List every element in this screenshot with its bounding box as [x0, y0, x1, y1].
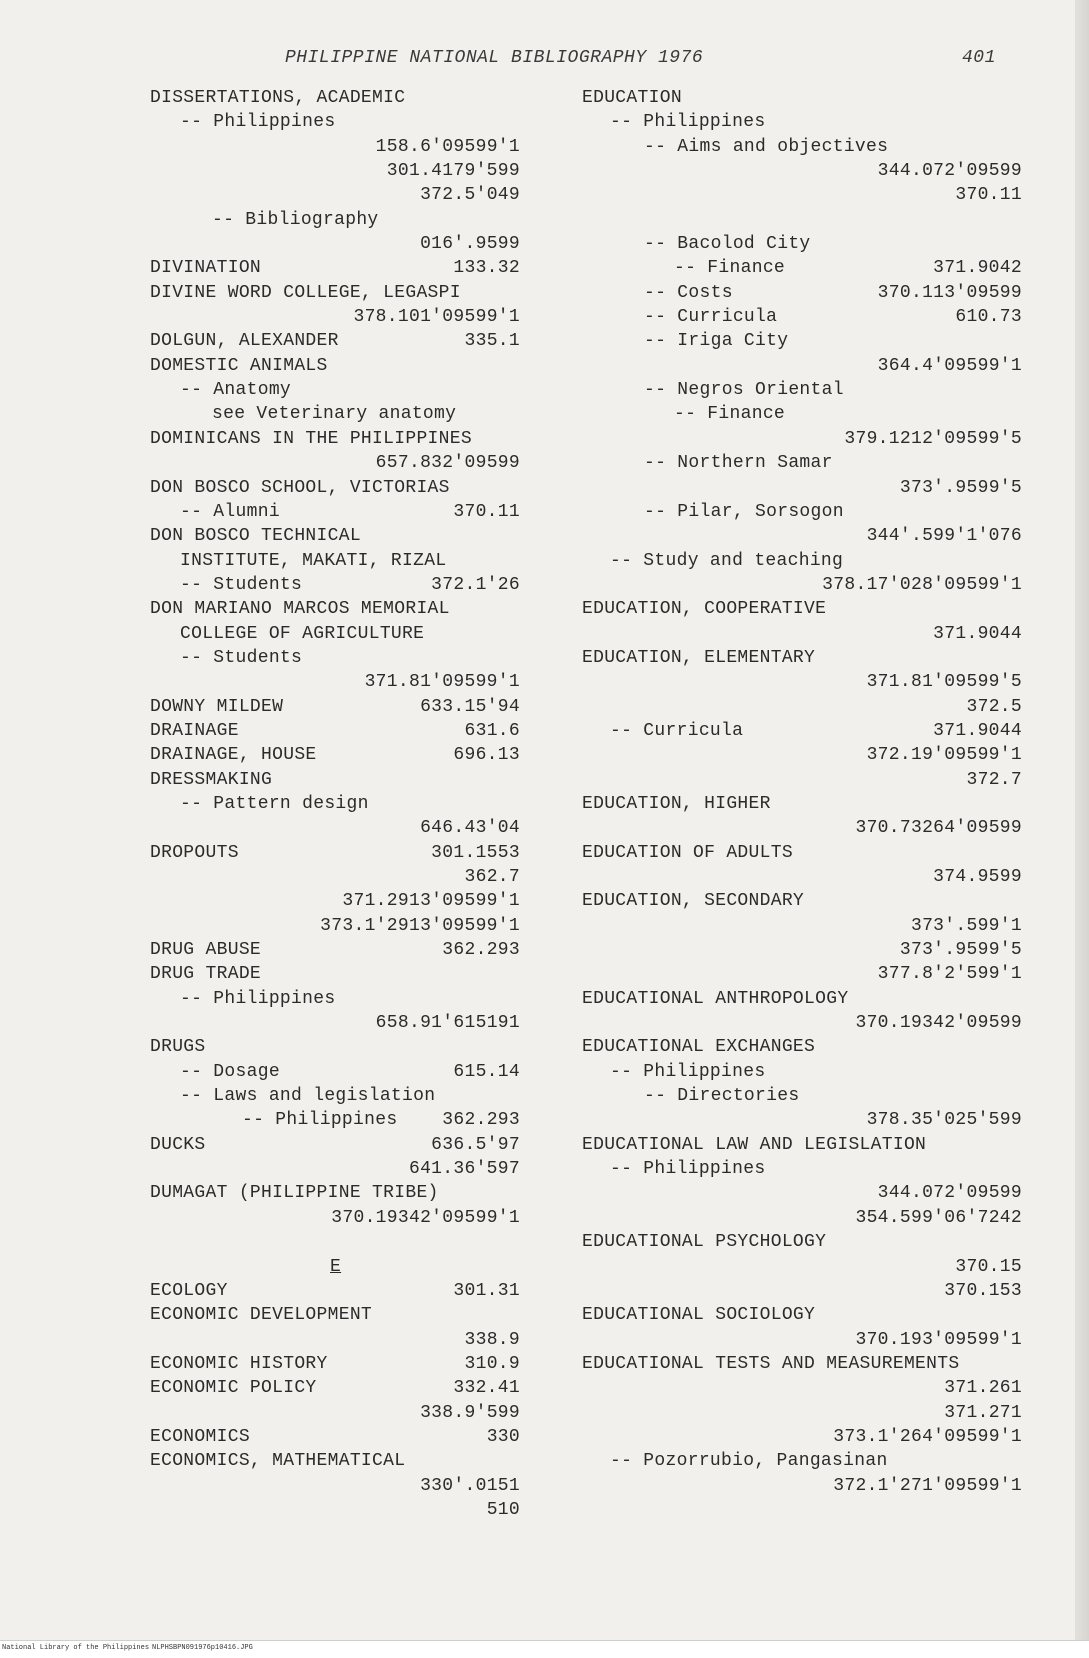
classification-number: 371.2913'09599'1: [342, 891, 520, 912]
index-entry: [150, 1110, 520, 1134]
classification-number: 636.5'97: [431, 1134, 520, 1155]
index-entry: [150, 697, 520, 721]
classification-number: 377.8'2'599'1: [877, 964, 1022, 985]
index-entry: [582, 1354, 1022, 1378]
right-index-column: [582, 88, 1022, 1500]
index-entry: [150, 88, 520, 112]
index-entry: [150, 891, 520, 915]
index-entry: [582, 526, 1022, 550]
index-entry: [150, 258, 520, 282]
index-entry: [150, 502, 520, 526]
subject-heading: EDUCATION OF ADULTS: [582, 842, 793, 863]
index-entry: [582, 964, 1022, 988]
index-entry: [582, 940, 1022, 964]
classification-number: 158.6'09599'1: [375, 136, 520, 157]
index-entry: [582, 112, 1022, 136]
classification-number: 330: [486, 1426, 520, 1447]
index-entry: [582, 794, 1022, 818]
index-entry: [150, 1037, 520, 1061]
subject-heading: -- Study and teaching: [610, 550, 844, 571]
index-entry: [582, 989, 1022, 1013]
index-entry: [582, 843, 1022, 867]
subject-heading: DON BOSCO TECHNICAL: [150, 526, 361, 547]
subject-heading: -- Philippines: [180, 112, 336, 133]
index-entry: [150, 1500, 520, 1524]
classification-number: 372.1'271'09599'1: [833, 1475, 1022, 1496]
subject-heading: EDUCATION, COOPERATIVE: [582, 599, 827, 620]
classification-number: 332.41: [453, 1378, 520, 1399]
page-number: 401: [962, 48, 996, 68]
index-entry: [582, 624, 1022, 648]
subject-heading: EDUCATION: [582, 88, 682, 108]
subject-heading: DON MARIANO MARCOS MEMORIAL: [150, 599, 450, 620]
index-entry: [582, 1451, 1022, 1475]
subject-heading: ECONOMICS, MATHEMATICAL: [150, 1451, 406, 1472]
classification-number: 371.81'09599'1: [364, 672, 520, 693]
index-entry: [582, 891, 1022, 915]
classification-number: 310.9: [464, 1353, 520, 1374]
classification-number: 370.11: [955, 185, 1022, 206]
facing-page-edge: [1075, 0, 1089, 1640]
subject-heading: DON BOSCO SCHOOL, VICTORIAS: [150, 477, 450, 498]
index-entry: [150, 307, 520, 331]
index-entry: [150, 356, 520, 380]
footer-file-name: NLPHSBPN091976p10416.JPG: [152, 1644, 253, 1652]
classification-number: 370.153: [944, 1280, 1022, 1301]
classification-number: 371.271: [944, 1402, 1022, 1423]
classification-number: 373.1'2913'09599'1: [320, 915, 520, 936]
classification-number: 641.36'597: [408, 1159, 520, 1180]
index-entry: [150, 1232, 520, 1256]
classification-number: 344.072'09599: [877, 1183, 1022, 1204]
subject-heading: -- Dosage: [180, 1061, 280, 1082]
subject-heading: EDUCATIONAL LAW AND LEGISLATION: [582, 1134, 927, 1155]
classification-number: 696.13: [453, 745, 520, 766]
subject-heading: -- Students: [180, 647, 303, 668]
index-entry: [150, 1086, 520, 1110]
subject-heading: -- Laws and legislation: [180, 1086, 436, 1107]
index-entry: [150, 624, 520, 648]
subject-heading: EDUCATION, SECONDARY: [582, 891, 805, 912]
classification-number: 372.5'049: [420, 185, 520, 206]
index-entry: [582, 745, 1022, 769]
subject-heading: -- Negros Oriental: [644, 380, 844, 401]
classification-number: 370.11: [453, 501, 520, 522]
classification-number: 371.81'09599'5: [866, 672, 1022, 693]
index-entry: [150, 210, 520, 234]
index-entry: [150, 843, 520, 867]
classification-number: 133.32: [453, 258, 520, 279]
subject-heading: -- Students: [180, 574, 303, 595]
index-entry: [582, 1427, 1022, 1451]
index-entry: [150, 1062, 520, 1086]
index-entry: [582, 818, 1022, 842]
classification-number: 372.5: [966, 696, 1022, 717]
index-entry: [150, 721, 520, 745]
subject-heading: EDUCATIONAL SOCIOLOGY: [582, 1305, 816, 1326]
subject-heading: EDUCATION, ELEMENTARY: [582, 647, 816, 668]
classification-number: 631.6: [464, 720, 520, 741]
classification-number: 301.31: [453, 1280, 520, 1301]
index-entry: [150, 1354, 520, 1378]
subject-heading: EDUCATIONAL ANTHROPOLOGY: [582, 988, 849, 1009]
index-entry: [582, 1257, 1022, 1281]
subject-heading: ECONOMICS: [150, 1426, 250, 1447]
index-entry: [150, 1281, 520, 1305]
subject-heading: DRAINAGE, HOUSE: [150, 745, 317, 766]
classification-number: 330'.0151: [420, 1475, 520, 1496]
classification-number: 371.9042: [933, 258, 1022, 279]
classification-number: 633.15'94: [420, 696, 520, 717]
index-entry: [582, 672, 1022, 696]
subject-heading: DRUG ABUSE: [150, 940, 262, 961]
subject-heading: ECOLOGY: [150, 1280, 228, 1301]
index-entry: [582, 161, 1022, 185]
index-entry: [150, 940, 520, 964]
classification-number: 301.4179'599: [386, 161, 520, 182]
subject-heading: EDUCATIONAL PSYCHOLOGY: [582, 1232, 827, 1253]
subject-heading: DIVINE WORD COLLEGE, LEGASPI: [150, 282, 461, 303]
index-entry: [582, 429, 1022, 453]
classification-number: 372.1'26: [431, 574, 520, 595]
subject-heading: DISSERTATIONS, ACADEMIC: [150, 88, 406, 108]
index-entry: [150, 1013, 520, 1037]
classification-number: 372.19'09599'1: [866, 745, 1022, 766]
index-entry: [582, 1305, 1022, 1329]
subject-heading: DRUG TRADE: [150, 964, 262, 985]
subject-heading: EDUCATION, HIGHER: [582, 793, 771, 814]
classification-number: 657.832'09599: [375, 453, 520, 474]
index-entry: [150, 916, 520, 940]
index-entry: [150, 404, 520, 428]
classification-number: 344'.599'1'076: [866, 526, 1022, 547]
index-entry: [150, 745, 520, 769]
classification-number: 373'.599'1: [910, 915, 1022, 936]
classification-number: 610.73: [955, 307, 1022, 328]
subject-heading: -- Finance: [674, 258, 786, 279]
index-entry: [582, 404, 1022, 428]
classification-number: 370.19342'09599'1: [331, 1207, 520, 1228]
index-entry: [150, 1305, 520, 1329]
classification-number: 370.113'09599: [877, 282, 1022, 303]
index-entry: [582, 356, 1022, 380]
subject-heading: DUMAGAT (PHILIPPINE TRIBE): [150, 1183, 439, 1204]
index-entry: [150, 989, 520, 1013]
subject-heading: COLLEGE OF AGRICULTURE: [180, 623, 425, 644]
index-entry: [582, 88, 1022, 112]
classification-number: 374.9599: [933, 867, 1022, 887]
index-entry: [150, 648, 520, 672]
classification-number: 362.293: [442, 1110, 520, 1131]
index-entry: [582, 1378, 1022, 1402]
subject-heading: -- Bacolod City: [644, 234, 811, 255]
index-entry: [150, 331, 520, 355]
index-entry: [150, 453, 520, 477]
index-entry: [150, 1257, 520, 1281]
classification-number: 510: [486, 1499, 520, 1520]
index-entry: [150, 770, 520, 794]
subject-heading: -- Philippines: [180, 988, 336, 1009]
footer-library-name: National Library of the Philippines: [2, 1644, 150, 1652]
classification-number: 344.072'09599: [877, 161, 1022, 182]
classification-number: 362.293: [442, 940, 520, 961]
classification-number: 335.1: [464, 331, 520, 352]
index-entry: [582, 307, 1022, 331]
classification-number: 362.7: [464, 867, 520, 887]
classification-number: 354.599'06'7242: [855, 1207, 1022, 1228]
index-entry: [150, 794, 520, 818]
subject-heading: DUCKS: [150, 1134, 206, 1155]
subject-heading: -- Anatomy: [180, 380, 292, 401]
index-entry: [150, 429, 520, 453]
classification-number: 372.7: [966, 769, 1022, 790]
classification-number: 373'.9599'5: [899, 940, 1022, 961]
index-entry: [582, 137, 1022, 161]
index-entry: [150, 1183, 520, 1207]
index-entry: [582, 1476, 1022, 1500]
index-entry: [582, 1281, 1022, 1305]
left-index-column: [150, 88, 520, 1524]
index-entry: [150, 1208, 520, 1232]
index-entry: [150, 1135, 520, 1159]
index-entry: [582, 453, 1022, 477]
index-entry: [582, 1086, 1022, 1110]
index-entry: [582, 1183, 1022, 1207]
classification-number: 338.9'599: [420, 1402, 520, 1423]
index-entry: [150, 283, 520, 307]
subject-heading: see Veterinary anatomy: [212, 404, 457, 425]
index-entry: [582, 1135, 1022, 1159]
index-entry: [582, 1232, 1022, 1256]
classification-number: 371.9044: [933, 623, 1022, 644]
subject-heading: -- Northern Samar: [644, 453, 833, 474]
classification-number: 378.101'09599'1: [353, 307, 520, 328]
classification-number: 373.1'264'09599'1: [833, 1426, 1022, 1447]
subject-heading: -- Philippines: [242, 1110, 398, 1131]
index-entry: [150, 1330, 520, 1354]
index-entry: [582, 283, 1022, 307]
index-entry: [582, 551, 1022, 575]
index-entry: [150, 672, 520, 696]
index-entry: [150, 234, 520, 258]
classification-number: 370.19342'09599: [855, 1013, 1022, 1034]
index-entry: [150, 380, 520, 404]
classification-number: 378.17'028'09599'1: [822, 574, 1022, 595]
subject-heading: -- Pilar, Sorsogon: [644, 501, 844, 522]
classification-number: 370.73264'09599: [855, 818, 1022, 839]
index-entry: [150, 478, 520, 502]
index-entry: [582, 721, 1022, 745]
subject-heading: -- Iriga City: [644, 331, 789, 352]
subject-heading: -- Philippines: [610, 1061, 766, 1082]
index-entry: [582, 1159, 1022, 1183]
index-entry: [150, 137, 520, 161]
index-entry: [150, 1403, 520, 1427]
index-entry: [150, 1378, 520, 1402]
index-entry: [150, 161, 520, 185]
index-entry: [150, 1451, 520, 1475]
index-entry: [582, 1330, 1022, 1354]
index-entry: [582, 867, 1022, 891]
index-entry: [582, 1403, 1022, 1427]
subject-heading: -- Philippines: [610, 1159, 766, 1180]
subject-heading: DOMESTIC ANIMALS: [150, 355, 328, 376]
subject-heading: ECONOMIC DEVELOPMENT: [150, 1305, 373, 1326]
index-entry: [582, 648, 1022, 672]
subject-heading: DOMINICANS IN THE PHILIPPINES: [150, 428, 472, 449]
subject-heading: -- Finance: [674, 404, 786, 425]
index-entry: [582, 478, 1022, 502]
index-entry: [582, 599, 1022, 623]
index-entry: [582, 234, 1022, 258]
section-letter-heading: E: [330, 1256, 342, 1277]
index-entry: [582, 916, 1022, 940]
index-entry: [582, 1208, 1022, 1232]
classification-number: 371.261: [944, 1378, 1022, 1399]
index-entry: [150, 575, 520, 599]
index-entry: [150, 526, 520, 550]
subject-heading: DRUGS: [150, 1037, 206, 1058]
subject-heading: DOLGUN, ALEXANDER: [150, 331, 339, 352]
index-entry: [150, 599, 520, 623]
index-entry: [150, 551, 520, 575]
running-title: PHILIPPINE NATIONAL BIBLIOGRAPHY 1976: [285, 48, 704, 68]
classification-number: 379.1212'09599'5: [844, 428, 1022, 449]
subject-heading: DROPOUTS: [150, 842, 239, 863]
index-entry: [582, 331, 1022, 355]
index-entry: [582, 1013, 1022, 1037]
subject-heading: -- Curricula: [644, 307, 778, 328]
index-entry: [582, 258, 1022, 282]
scan-footer: [0, 1641, 1089, 1658]
index-entry: [582, 502, 1022, 526]
index-entry: [150, 818, 520, 842]
index-entry: [582, 380, 1022, 404]
index-entry: [582, 210, 1022, 234]
subject-heading: -- Pozorrubio, Pangasinan: [610, 1451, 888, 1472]
classification-number: 646.43'04: [420, 818, 520, 839]
subject-heading: DIVINATION: [150, 258, 262, 279]
index-entry: [582, 697, 1022, 721]
classification-number: 373'.9599'5: [899, 477, 1022, 498]
subject-heading: -- Pattern design: [180, 793, 369, 814]
index-entry: [582, 1037, 1022, 1061]
index-entry: [150, 1427, 520, 1451]
classification-number: 370.15: [955, 1256, 1022, 1277]
index-entry: [582, 1110, 1022, 1134]
index-entry: [582, 770, 1022, 794]
index-entry: [150, 185, 520, 209]
index-entry: [582, 1062, 1022, 1086]
subject-heading: DRAINAGE: [150, 720, 239, 741]
classification-number: 378.35'025'599: [866, 1110, 1022, 1131]
subject-heading: DRESSMAKING: [150, 769, 273, 790]
subject-heading: -- Curricula: [610, 720, 744, 741]
subject-heading: DOWNY MILDEW: [150, 696, 284, 717]
subject-heading: ECONOMIC HISTORY: [150, 1353, 328, 1374]
classification-number: 371.9044: [933, 720, 1022, 741]
subject-heading: -- Alumni: [180, 501, 280, 522]
subject-heading: -- Bibliography: [212, 209, 379, 230]
classification-number: 658.91'615191: [375, 1013, 520, 1034]
subject-heading: INSTITUTE, MAKATI, RIZAL: [180, 550, 447, 571]
subject-heading: ECONOMIC POLICY: [150, 1378, 317, 1399]
index-entry: [150, 112, 520, 136]
index-entry: [582, 575, 1022, 599]
index-entry: [150, 964, 520, 988]
subject-heading: -- Philippines: [610, 112, 766, 133]
classification-number: 016'.9599: [420, 234, 520, 255]
classification-number: 364.4'09599'1: [877, 355, 1022, 376]
classification-number: 338.9: [464, 1329, 520, 1350]
classification-number: 615.14: [453, 1061, 520, 1082]
index-entry: [150, 1476, 520, 1500]
index-entry: [150, 1159, 520, 1183]
classification-number: 301.1553: [431, 842, 520, 863]
classification-number: 370.193'09599'1: [855, 1329, 1022, 1350]
subject-heading: EDUCATIONAL EXCHANGES: [582, 1037, 816, 1058]
subject-heading: EDUCATIONAL TESTS AND MEASUREMENTS: [582, 1353, 960, 1374]
index-entry: [582, 185, 1022, 209]
subject-heading: -- Costs: [644, 282, 733, 303]
subject-heading: -- Directories: [644, 1086, 800, 1107]
index-entry: [150, 867, 520, 891]
subject-heading: -- Aims and objectives: [644, 136, 889, 157]
